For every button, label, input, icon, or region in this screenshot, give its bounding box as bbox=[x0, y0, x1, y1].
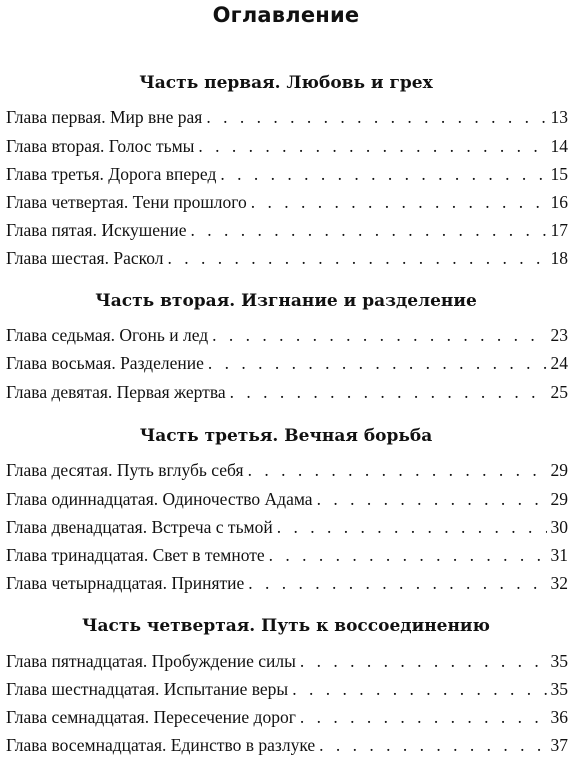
page-number: 37 bbox=[550, 735, 568, 755]
toc-entry[interactable] bbox=[6, 105, 568, 129]
toc-title: Оглавление bbox=[212, 3, 360, 27]
page-number: 14 bbox=[550, 136, 568, 156]
page-number: 17 bbox=[550, 220, 568, 240]
page-number: 23 bbox=[550, 325, 568, 345]
toc-entry[interactable] bbox=[6, 458, 568, 482]
toc-entry[interactable] bbox=[6, 246, 568, 270]
dot-leader bbox=[317, 487, 547, 511]
dot-leader bbox=[220, 162, 546, 186]
chapter-title: Глава первая. Мир вне рая bbox=[6, 107, 203, 127]
toc-entry[interactable] bbox=[6, 162, 568, 186]
toc-entry[interactable] bbox=[6, 380, 568, 404]
toc-entry[interactable] bbox=[6, 487, 568, 511]
page-number: 25 bbox=[550, 382, 568, 402]
dot-leader bbox=[277, 515, 547, 539]
dot-leader bbox=[206, 105, 546, 129]
dot-leader bbox=[198, 134, 546, 158]
dot-leader bbox=[248, 458, 547, 482]
toc-entry[interactable] bbox=[6, 351, 568, 375]
toc-entry[interactable] bbox=[6, 543, 568, 567]
chapter-title: Глава восьмая. Разделение bbox=[6, 353, 204, 373]
part-heading-2: Часть вторая. Изгнание и разделение bbox=[95, 291, 477, 311]
page-number: 30 bbox=[550, 517, 568, 537]
dot-leader bbox=[212, 323, 546, 347]
dot-leader bbox=[230, 380, 547, 404]
page-number: 16 bbox=[550, 192, 568, 212]
chapter-title: Глава четвертая. Тени прошлого bbox=[6, 192, 247, 212]
dot-leader bbox=[190, 218, 546, 242]
page-number: 18 bbox=[550, 248, 568, 268]
page-number: 13 bbox=[550, 107, 568, 127]
page-number: 36 bbox=[550, 707, 568, 727]
chapter-title: Глава двенадцатая. Встреча с тьмой bbox=[6, 517, 273, 537]
page-number: 32 bbox=[550, 573, 568, 593]
toc-entry[interactable] bbox=[6, 705, 568, 729]
chapter-title: Глава пятнадцатая. Пробуждение силы bbox=[6, 651, 296, 671]
page-number: 35 bbox=[550, 651, 568, 671]
chapter-title: Глава тринадцатая. Свет в темноте bbox=[6, 545, 265, 565]
dot-leader bbox=[300, 649, 547, 673]
dot-leader bbox=[319, 733, 546, 757]
toc-entry[interactable] bbox=[6, 733, 568, 757]
part-heading-3: Часть третья. Вечная борьба bbox=[139, 426, 433, 446]
page-number: 29 bbox=[550, 489, 568, 509]
dot-leader bbox=[292, 677, 546, 701]
part-heading-4: Часть четвертая. Путь к воссоединению bbox=[82, 616, 490, 636]
dot-leader bbox=[251, 190, 547, 214]
page-number: 15 bbox=[550, 164, 568, 184]
toc-entry[interactable] bbox=[6, 677, 568, 701]
toc-entry[interactable] bbox=[6, 649, 568, 673]
dot-leader bbox=[208, 351, 547, 375]
chapter-title: Глава седьмая. Огонь и лед bbox=[6, 325, 209, 345]
dot-leader bbox=[269, 543, 547, 567]
dot-leader bbox=[300, 705, 547, 729]
chapter-title: Глава шестнадцатая. Испытание веры bbox=[6, 679, 289, 699]
chapter-title: Глава семнадцатая. Пересечение дорог bbox=[6, 707, 296, 727]
chapter-title: Глава пятая. Искушение bbox=[6, 220, 187, 240]
toc-entry[interactable] bbox=[6, 134, 568, 158]
toc-entry[interactable] bbox=[6, 515, 568, 539]
chapter-title: Глава вторая. Голос тьмы bbox=[6, 136, 195, 156]
chapter-title: Глава девятая. Первая жертва bbox=[6, 382, 226, 402]
dot-leader bbox=[248, 571, 546, 595]
chapter-title: Глава четырнадцатая. Принятие bbox=[6, 573, 245, 593]
toc-entry[interactable] bbox=[6, 190, 568, 214]
toc-entry[interactable] bbox=[6, 571, 568, 595]
part-heading-1: Часть первая. Любовь и грех bbox=[139, 73, 433, 93]
page-number: 35 bbox=[550, 679, 568, 699]
toc-entry[interactable] bbox=[6, 218, 568, 242]
chapter-title: Глава десятая. Путь вглубь себя bbox=[6, 460, 244, 480]
chapter-title: Глава восемнадцатая. Единство в разлуке bbox=[6, 735, 316, 755]
page-number: 24 bbox=[550, 353, 568, 373]
dot-leader bbox=[167, 246, 546, 270]
chapter-title: Глава шестая. Раскол bbox=[6, 248, 164, 268]
chapter-title: Глава третья. Дорога вперед bbox=[6, 164, 217, 184]
page-number: 31 bbox=[550, 545, 568, 565]
chapter-title: Глава одиннадцатая. Одиночество Адама bbox=[6, 489, 313, 509]
page-number: 29 bbox=[550, 460, 568, 480]
toc-entry[interactable] bbox=[6, 323, 568, 347]
